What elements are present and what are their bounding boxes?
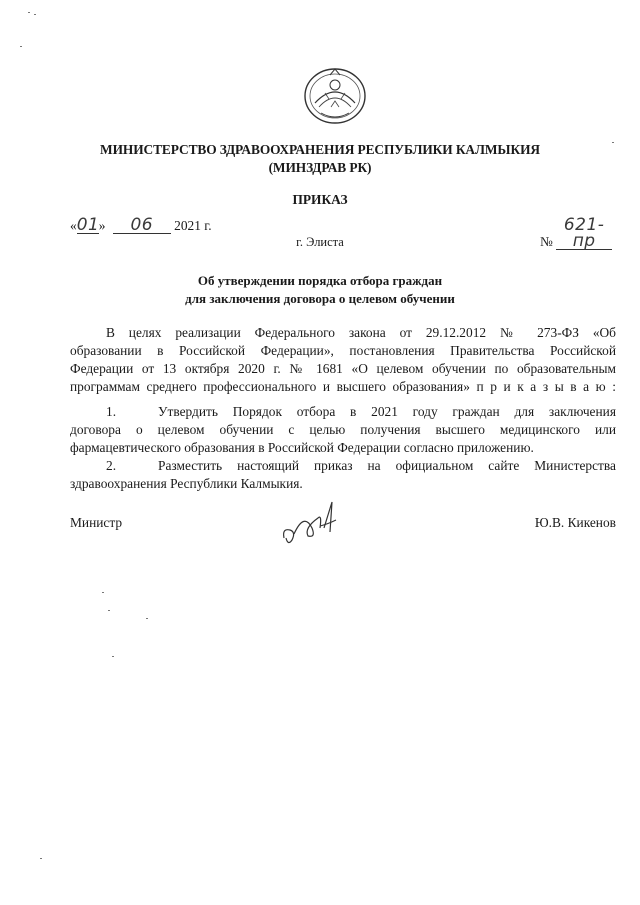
scan-speck bbox=[102, 592, 104, 593]
ministry-short-name: (МИНЗДРАВ РК) bbox=[268, 160, 372, 175]
scan-speck bbox=[108, 610, 110, 611]
document-number-value: 621-пр bbox=[556, 217, 612, 250]
intro-line-3: Федерации от 13 октября 2020 г. № 1681 «О целевом обучении по образовательным bbox=[70, 361, 616, 376]
scan-speck bbox=[20, 46, 22, 47]
item-2-line-1: Разместить настоящий приказ на официальном сайте Министерства bbox=[158, 458, 616, 473]
scan-speck bbox=[34, 14, 36, 15]
intro-line-4: программам среднего профессионального и высшего образования» п р и к а з ы в а ю : bbox=[70, 379, 616, 394]
handwritten-signature bbox=[278, 498, 348, 550]
scan-speck bbox=[28, 12, 30, 13]
item-1-number: 1. bbox=[106, 404, 117, 419]
date-day: 01 bbox=[76, 215, 100, 235]
item-1-line-3: фармацевтического образования в Российской Федерации согласно приложению. bbox=[70, 440, 534, 455]
scan-speck bbox=[612, 142, 614, 143]
scan-speck bbox=[40, 858, 42, 859]
ministry-name: МИНИСТЕРСТВО ЗДРАВООХРАНЕНИЯ РЕСПУБЛИКИ КАЛМЫКИЯ bbox=[100, 142, 540, 157]
signatory-title: Министр bbox=[70, 515, 123, 530]
scan-speck bbox=[146, 618, 148, 619]
subject-line-1: Об утверждении порядка отбора граждан bbox=[197, 273, 443, 288]
signatory-name: Ю.В. Кикенов bbox=[534, 515, 616, 530]
item-2-line-2: здравоохранения Республики Калмыкия. bbox=[70, 476, 303, 491]
item-1-line-1: Утвердить Порядок отбора в 2021 году граждан для заключения bbox=[158, 404, 616, 419]
document-type: ПРИКАЗ bbox=[292, 192, 348, 207]
city: г. Элиста bbox=[296, 235, 344, 249]
document-number: № 621-пр bbox=[540, 217, 612, 250]
emblem-seal bbox=[301, 63, 369, 125]
intro-line-1: В целях реализации Федерального закона от 29.12.2012 № 273-ФЗ «Об bbox=[106, 325, 616, 340]
item-1-first-line bbox=[106, 403, 616, 421]
item-2-first-line bbox=[106, 457, 616, 475]
date-year: 2021 г. bbox=[174, 218, 212, 233]
scan-speck bbox=[112, 656, 114, 657]
document-date: «01» 06 2021 г. bbox=[70, 215, 212, 235]
item-2-number: 2. bbox=[106, 458, 117, 473]
item-1-line-2: договора о целевом обучении с целью получения высшего медицинского или bbox=[70, 422, 616, 437]
date-month: 06 bbox=[113, 217, 171, 234]
subject-line-2: для заключения договора о целевом обучении bbox=[185, 291, 455, 306]
intro-line-2: образовании в Российской Федерации», постановления Правительства Российской bbox=[70, 343, 616, 358]
